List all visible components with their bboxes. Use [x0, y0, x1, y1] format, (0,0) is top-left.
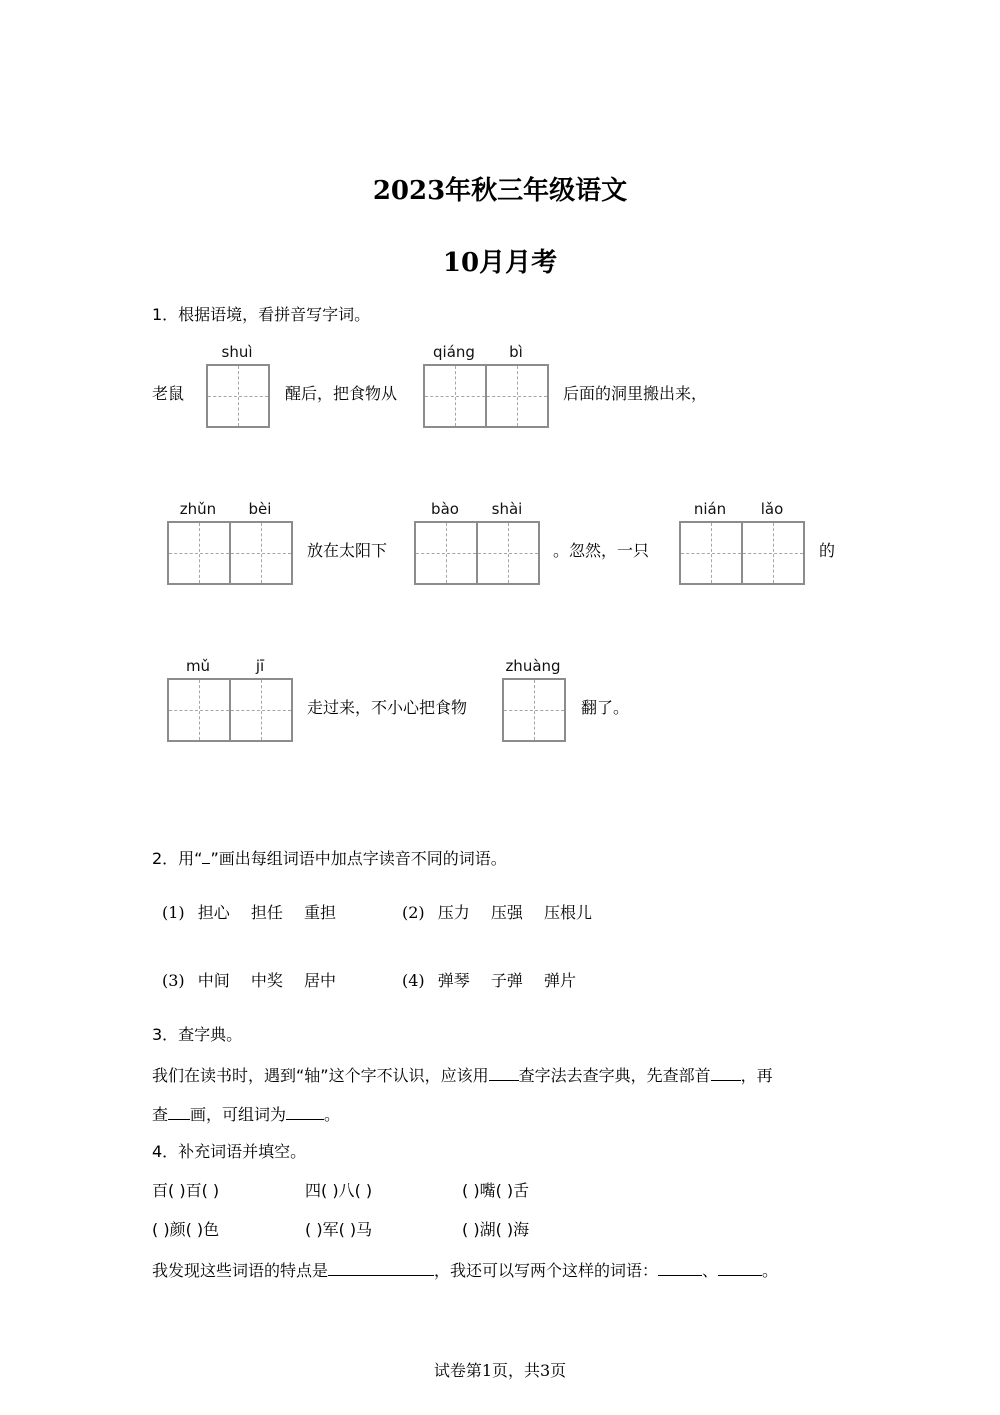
idiom-blank-2[interactable]: 四( )八( ) [305, 1181, 373, 1200]
group-label: (3) [162, 971, 185, 990]
q4-text: 、 [702, 1261, 719, 1280]
answer-blank[interactable] [168, 1103, 190, 1120]
word: 重担 [303, 903, 336, 922]
answer-grid-cell[interactable] [476, 521, 540, 585]
page-footer: 试卷第1页，共3页 [433, 1361, 567, 1380]
answer-grid-cell[interactable] [485, 364, 549, 428]
q3-text: ，再 [740, 1066, 773, 1085]
group-label: (2) [402, 903, 425, 922]
answer-grid-cell[interactable] [502, 678, 566, 742]
question-3-prompt: 3．查字典。 [152, 1025, 243, 1044]
word: 压强 [490, 903, 523, 922]
q3-line-2 [152, 1103, 340, 1125]
pinyin-lao: lǎo [760, 500, 784, 518]
group-label: (4) [402, 971, 425, 990]
q3-line-1 [152, 1064, 773, 1086]
answer-grid-cell[interactable] [414, 521, 478, 585]
word: 中间 [197, 971, 230, 990]
pinyin-shai: shài [491, 500, 523, 518]
word: 担任 [250, 903, 283, 922]
idiom-blank-3[interactable]: ( )嘴( )舌 [462, 1181, 530, 1200]
pinyin-qiang: qiáng [433, 343, 475, 361]
word-group-1 [162, 900, 336, 923]
group-label: (1) [162, 903, 185, 922]
question-4-prompt: 4．补充词语并填空。 [152, 1142, 307, 1161]
q2-prompt-end: ”画出每组词语中加点字读音不同的词语。 [210, 849, 507, 868]
q3-text: 。 [324, 1105, 341, 1124]
pinyin-zhuang: zhuàng [505, 657, 561, 675]
answer-grid-cell[interactable] [229, 678, 293, 742]
word: 担心 [197, 903, 230, 922]
word: 压根儿 [543, 903, 592, 922]
q1-text-laoshu: 老鼠 [152, 384, 185, 403]
word: 弹琴 [437, 971, 470, 990]
q4-text: 。 [762, 1261, 779, 1280]
answer-blank[interactable] [658, 1259, 702, 1276]
answer-grid-cell[interactable] [423, 364, 487, 428]
q1-text-row1-middle: 醒后，把食物从 [285, 384, 398, 403]
q1-text-row2-a: 放在太阳下 [307, 541, 388, 560]
q4-text: 我发现这些词语的特点是 [152, 1261, 329, 1280]
answer-grid-cell[interactable] [167, 521, 231, 585]
answer-grid-cell[interactable] [741, 521, 805, 585]
answer-grid-cell[interactable] [679, 521, 743, 585]
q4-text: ，我还可以写两个这样的词语： [434, 1261, 659, 1280]
q1-text-row3-b: 翻了。 [581, 698, 630, 717]
word: 弹片 [543, 971, 576, 990]
word-group-2 [402, 900, 592, 923]
q3-text: 画，可组词为 [190, 1105, 287, 1124]
q4-summary-line [152, 1259, 778, 1281]
question-2-prompt [152, 849, 507, 869]
word-group-3 [162, 968, 336, 991]
word-group-4 [402, 968, 576, 991]
answer-blank[interactable] [718, 1259, 762, 1276]
word: 居中 [303, 971, 336, 990]
pinyin-nian: nián [693, 500, 727, 518]
word: 子弹 [490, 971, 523, 990]
answer-grid-cell[interactable] [206, 364, 270, 428]
q1-text-row2-b: 。忽然，一只 [553, 541, 650, 560]
word: 压力 [437, 903, 470, 922]
answer-grid-cell[interactable] [167, 678, 231, 742]
q3-text: 我们在读书时，遇到“轴”这个字不认识，应该用 [152, 1066, 489, 1085]
pinyin-mu: mǔ [185, 657, 211, 675]
q1-text-row3-a: 走过来，不小心把食物 [307, 698, 468, 717]
idiom-blank-6[interactable]: ( )湖( )海 [462, 1220, 530, 1239]
idiom-blank-1[interactable]: 百( )百( ) [152, 1181, 220, 1200]
idiom-blank-5[interactable]: ( )军( )马 [305, 1220, 373, 1239]
answer-grid-cell[interactable] [229, 521, 293, 585]
answer-blank[interactable] [286, 1103, 324, 1120]
pinyin-shui: shuì [221, 343, 253, 361]
question-1-prompt: 1．根据语境，看拼音写字词。 [152, 305, 371, 324]
pinyin-zhun: zhǔn [179, 500, 217, 518]
pinyin-bao: bào [431, 500, 459, 518]
word: 中奖 [250, 971, 283, 990]
q1-text-row1-end: 后面的洞里搬出来， [563, 384, 708, 403]
q3-text: 查 [152, 1105, 169, 1124]
q3-text: 查字法去查字典，先查部首 [518, 1066, 711, 1085]
idiom-blank-4[interactable]: ( )颜( )色 [152, 1220, 220, 1239]
answer-blank[interactable] [328, 1259, 434, 1276]
answer-blank[interactable] [489, 1064, 519, 1081]
pinyin-ji: jī [255, 657, 265, 675]
pinyin-bei: bèi [248, 500, 272, 518]
page-subtitle: 10月月考 [442, 248, 558, 278]
page-title: 2023年秋三年级语文 [372, 176, 628, 206]
q1-text-row2-c: 的 [819, 541, 836, 560]
pinyin-bi: bì [509, 343, 523, 361]
answer-blank[interactable] [711, 1064, 741, 1081]
q2-prompt-start: 2．用“ [152, 849, 203, 868]
